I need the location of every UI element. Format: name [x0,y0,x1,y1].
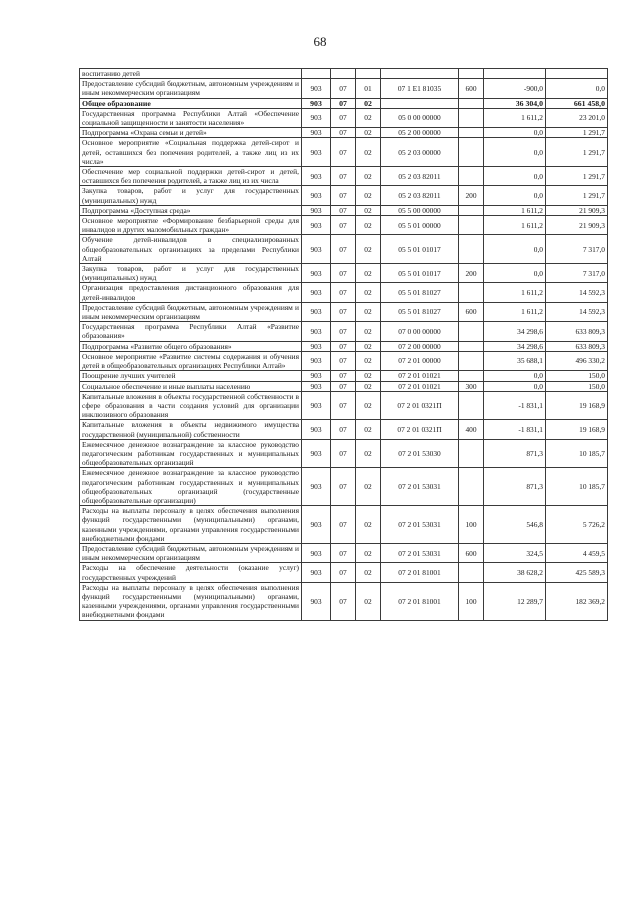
total-amount-cell: 19 168,9 [546,420,608,439]
row-name-cell: Подпрограмма «Охрана семьи и детей» [80,128,302,138]
subsection-code-cell: 02 [356,420,381,439]
total-amount-cell: 10 185,7 [546,468,608,506]
total-amount-cell: 5 726,2 [546,506,608,544]
ministry-code-cell: 903 [302,420,331,439]
table-row [80,205,608,215]
row-name-cell: Предоставление субсидий бюджетным, автономным учреждениям и иным некоммерческим организациям [80,302,302,321]
expense-type-cell [459,283,484,302]
table-row [80,341,608,351]
target-article-cell: 05 5 01 01017 [381,235,459,264]
row-name-cell: Организация предоставления дистанционного образования для детей-инвалидов [80,283,302,302]
row-name-cell: Расходы на выплаты персоналу в целях обеспечения выполнения функций государственными (муниципальными) органами, казенными учреждениями, органами управления государственными внебюджетными фондами [80,582,302,620]
target-article-cell: 07 2 01 0321П [381,391,459,420]
table-row [80,264,608,283]
subsection-code-cell: 02 [356,302,381,321]
table-body [80,69,608,621]
total-amount-cell [546,69,608,79]
total-amount-cell: 23 201,0 [546,108,608,127]
section-code-cell: 07 [331,322,356,341]
table-row [80,468,608,506]
ministry-code-cell: 903 [302,167,331,186]
total-amount-cell: 496 330,2 [546,351,608,370]
section-code-cell: 07 [331,138,356,167]
total-amount-cell: 19 168,9 [546,391,608,420]
table-row [80,543,608,562]
section-code-cell: 07 [331,506,356,544]
target-article-cell: 07 2 01 00000 [381,351,459,370]
section-code-cell: 07 [331,563,356,582]
section-code-cell: 07 [331,264,356,283]
target-article-cell: 07 2 01 01021 [381,371,459,381]
row-name-cell: Основное мероприятие «Социальная поддержка детей-сирот и детей, оставшихся без попечения родителей, а также лиц из их числа» [80,138,302,167]
total-amount-cell: 1 291,7 [546,138,608,167]
expense-type-cell [459,563,484,582]
total-amount-cell: 7 317,0 [546,235,608,264]
ministry-code-cell: 903 [302,506,331,544]
table-row [80,235,608,264]
section-code-cell: 07 [331,468,356,506]
section-code-cell: 07 [331,98,356,108]
total-amount-cell: 150,0 [546,371,608,381]
ministry-code-cell [302,69,331,79]
expense-type-cell [459,341,484,351]
target-article-cell [381,69,459,79]
table-row [80,371,608,381]
change-amount-cell: 1 611,2 [484,283,546,302]
section-code-cell: 07 [331,186,356,205]
subsection-code-cell: 02 [356,216,381,235]
change-amount-cell: 0,0 [484,264,546,283]
section-code-cell: 07 [331,79,356,98]
ministry-code-cell: 903 [302,322,331,341]
ministry-code-cell: 903 [302,186,331,205]
target-article-cell: 07 2 01 53031 [381,506,459,544]
change-amount-cell: 546,8 [484,506,546,544]
row-name-cell: Социальное обеспечение и иные выплаты населению [80,381,302,391]
ministry-code-cell: 903 [302,216,331,235]
total-amount-cell: 182 369,2 [546,582,608,620]
target-article-cell: 07 2 01 53031 [381,543,459,562]
expense-type-cell: 200 [459,264,484,283]
row-name-cell: Предоставление субсидий бюджетным, автономным учреждениям и иным некоммерческим организациям [80,79,302,98]
expense-type-cell [459,439,484,468]
total-amount-cell: 1 291,7 [546,128,608,138]
table-row [80,420,608,439]
subsection-code-cell: 02 [356,235,381,264]
target-article-cell: 05 2 03 82011 [381,167,459,186]
target-article-cell: 07 2 01 81001 [381,563,459,582]
target-article-cell [381,98,459,108]
change-amount-cell: 0,0 [484,186,546,205]
expense-type-cell [459,98,484,108]
total-amount-cell: 10 185,7 [546,439,608,468]
expense-type-cell: 600 [459,543,484,562]
target-article-cell: 05 5 00 00000 [381,205,459,215]
row-name-cell: Подпрограмма «Доступная среда» [80,205,302,215]
row-name-cell: Предоставление субсидий бюджетным, автономным учреждениям и иным некоммерческим организациям [80,543,302,562]
subsection-code-cell: 02 [356,186,381,205]
subsection-code-cell: 02 [356,563,381,582]
expense-type-cell [459,322,484,341]
change-amount-cell: 12 289,7 [484,582,546,620]
change-amount-cell: 0,0 [484,381,546,391]
row-name-cell: Поощрение лучших учителей [80,371,302,381]
table-row [80,128,608,138]
change-amount-cell: 38 628,2 [484,563,546,582]
ministry-code-cell: 903 [302,283,331,302]
table-row [80,322,608,341]
target-article-cell: 07 2 01 01021 [381,381,459,391]
section-code-cell: 07 [331,205,356,215]
row-name-cell: Основное мероприятие «Развитие системы содержания и обучения детей в общеобразовательных организациях Республики Алтай» [80,351,302,370]
change-amount-cell: 0,0 [484,138,546,167]
section-code-cell: 07 [331,302,356,321]
expense-type-cell [459,235,484,264]
total-amount-cell: 14 592,3 [546,283,608,302]
change-amount-cell: 34 298,6 [484,322,546,341]
section-code-cell: 07 [331,351,356,370]
row-name-cell: Государственная программа Республики Алтай «Обеспечение социальной защищенности и занятости населения» [80,108,302,127]
row-name-cell: Основное мероприятие «Формирование безбарьерной среды для инвалидов и других маломобильных граждан» [80,216,302,235]
row-name-cell: Ежемесячное денежное вознаграждение за классное руководство педагогическим работникам государственных и муниципальных общеобразовательных организаций [80,439,302,468]
change-amount-cell: 1 611,2 [484,216,546,235]
ministry-code-cell: 903 [302,543,331,562]
table-row [80,439,608,468]
subsection-code-cell: 02 [356,138,381,167]
total-amount-cell: 150,0 [546,381,608,391]
target-article-cell: 07 1 E1 81035 [381,79,459,98]
expense-type-cell: 600 [459,302,484,321]
target-article-cell: 07 2 00 00000 [381,341,459,351]
subsection-code-cell: 02 [356,468,381,506]
expense-type-cell: 400 [459,420,484,439]
change-amount-cell: 1 611,2 [484,205,546,215]
target-article-cell: 05 0 00 00000 [381,108,459,127]
target-article-cell: 05 5 01 81027 [381,283,459,302]
section-code-cell: 07 [331,108,356,127]
section-code-cell: 07 [331,420,356,439]
subsection-code-cell: 02 [356,439,381,468]
ministry-code-cell: 903 [302,128,331,138]
change-amount-cell: 0,0 [484,167,546,186]
change-amount-cell: 0,0 [484,128,546,138]
total-amount-cell: 14 592,3 [546,302,608,321]
expense-type-cell [459,205,484,215]
target-article-cell: 05 5 01 01017 [381,264,459,283]
change-amount-cell: -900,0 [484,79,546,98]
expense-type-cell: 100 [459,582,484,620]
subsection-code-cell: 02 [356,391,381,420]
budget-table [79,68,608,621]
target-article-cell: 05 5 01 81027 [381,302,459,321]
section-code-cell: 07 [331,341,356,351]
subsection-code-cell [356,69,381,79]
section-code-cell: 07 [331,283,356,302]
ministry-code-cell: 903 [302,439,331,468]
target-article-cell: 05 2 00 00000 [381,128,459,138]
ministry-code-cell: 903 [302,79,331,98]
total-amount-cell: 21 909,3 [546,205,608,215]
table-row [80,506,608,544]
row-name-cell: Капитальные вложения в объекты государственной собственности в сфере образования в части создания условий для организации инклюзивного образования [80,391,302,420]
change-amount-cell: 871,3 [484,468,546,506]
table-row [80,391,608,420]
total-amount-cell: 425 589,3 [546,563,608,582]
total-amount-cell: 21 909,3 [546,216,608,235]
expense-type-cell [459,128,484,138]
total-amount-cell: 633 809,3 [546,322,608,341]
expense-type-cell [459,167,484,186]
ministry-code-cell: 903 [302,98,331,108]
section-code-cell: 07 [331,543,356,562]
subsection-code-cell: 02 [356,506,381,544]
subsection-code-cell: 02 [356,108,381,127]
section-code-cell: 07 [331,128,356,138]
row-name-cell: Обучение детей-инвалидов в специализированных общеобразовательных организациях за пределами Республики Алтай [80,235,302,264]
table-row [80,563,608,582]
expense-type-cell [459,468,484,506]
change-amount-cell: 1 611,2 [484,108,546,127]
change-amount-cell: 324,5 [484,543,546,562]
row-name-cell: Обеспечение мер социальной поддержки детей-сирот и детей, оставшихся без попечения родителей, а также лиц из их числа [80,167,302,186]
ministry-code-cell: 903 [302,582,331,620]
subsection-code-cell: 02 [356,128,381,138]
section-code-cell: 07 [331,235,356,264]
table-row [80,283,608,302]
ministry-code-cell: 903 [302,264,331,283]
subsection-code-cell: 02 [356,371,381,381]
section-code-cell: 07 [331,167,356,186]
page-number: 68 [313,34,327,49]
ministry-code-cell: 903 [302,235,331,264]
target-article-cell: 05 2 03 00000 [381,138,459,167]
subsection-code-cell: 02 [356,264,381,283]
table-row [80,381,608,391]
subsection-code-cell: 02 [356,582,381,620]
row-name-cell: Капитальные вложения в объекты недвижимого имущества государственной (муниципальной) собственности [80,420,302,439]
ministry-code-cell: 903 [302,381,331,391]
ministry-code-cell: 903 [302,205,331,215]
target-article-cell: 07 2 01 0321П [381,420,459,439]
expense-type-cell [459,69,484,79]
row-name-cell: Расходы на обеспечение деятельности (оказание услуг) государственных учреждений [80,563,302,582]
expense-type-cell: 100 [459,506,484,544]
target-article-cell: 07 2 01 53031 [381,468,459,506]
total-amount-cell: 4 459,5 [546,543,608,562]
row-name-cell: воспитанию детей [80,69,302,79]
total-amount-cell: 7 317,0 [546,264,608,283]
change-amount-cell [484,69,546,79]
row-name-cell: Закупка товаров, работ и услуг для государственных (муниципальных) нужд [80,264,302,283]
table-row [80,108,608,127]
target-article-cell: 07 2 01 81001 [381,582,459,620]
ministry-code-cell: 903 [302,108,331,127]
total-amount-cell: 1 291,7 [546,167,608,186]
change-amount-cell: 871,3 [484,439,546,468]
ministry-code-cell: 903 [302,371,331,381]
subsection-code-cell: 01 [356,79,381,98]
section-code-cell [331,69,356,79]
ministry-code-cell: 903 [302,563,331,582]
total-amount-cell: 0,0 [546,79,608,98]
subsection-code-cell: 02 [356,351,381,370]
row-name-cell: Ежемесячное денежное вознаграждение за классное руководство педагогическим работникам государственных и муниципальных общеобразовательных организаций (государственные общеобразовательные организации) [80,468,302,506]
row-name-cell: Государственная программа Республики Алтай «Развитие образования» [80,322,302,341]
ministry-code-cell: 903 [302,302,331,321]
target-article-cell: 05 2 03 82011 [381,186,459,205]
section-code-cell: 07 [331,582,356,620]
table-row [80,79,608,98]
table-row [80,186,608,205]
row-name-cell: Общее образование [80,98,302,108]
subsection-code-cell: 02 [356,167,381,186]
target-article-cell: 05 5 01 00000 [381,216,459,235]
expense-type-cell [459,371,484,381]
ministry-code-cell: 903 [302,391,331,420]
row-name-cell: Подпрограмма «Развитие общего образования» [80,341,302,351]
expense-type-cell [459,138,484,167]
ministry-code-cell: 903 [302,468,331,506]
expense-type-cell [459,216,484,235]
section-code-cell: 07 [331,439,356,468]
expense-type-cell: 200 [459,186,484,205]
section-code-cell: 07 [331,391,356,420]
change-amount-cell: 1 611,2 [484,302,546,321]
total-amount-cell: 1 291,7 [546,186,608,205]
table-row [80,582,608,620]
table-row [80,351,608,370]
ministry-code-cell: 903 [302,138,331,167]
subsection-code-cell: 02 [356,322,381,341]
target-article-cell: 07 2 01 53030 [381,439,459,468]
expense-type-cell [459,108,484,127]
table-row [80,69,608,79]
section-code-cell: 07 [331,216,356,235]
row-name-cell: Закупка товаров, работ и услуг для государственных (муниципальных) нужд [80,186,302,205]
table-row [80,98,608,108]
table-row [80,138,608,167]
total-amount-cell: 633 809,3 [546,341,608,351]
subsection-code-cell: 02 [356,543,381,562]
change-amount-cell: -1 831,1 [484,420,546,439]
expense-type-cell [459,391,484,420]
ministry-code-cell: 903 [302,351,331,370]
change-amount-cell: 34 298,6 [484,341,546,351]
section-code-cell: 07 [331,371,356,381]
expense-type-cell: 300 [459,381,484,391]
total-amount-cell: 661 458,0 [546,98,608,108]
subsection-code-cell: 02 [356,205,381,215]
subsection-code-cell: 02 [356,381,381,391]
row-name-cell: Расходы на выплаты персоналу в целях обеспечения выполнения функций государственными (муниципальными) органами, казенными учреждениями, органами управления государственными внебюджетными фондами [80,506,302,544]
change-amount-cell: 35 688,1 [484,351,546,370]
expense-type-cell [459,351,484,370]
target-article-cell: 07 0 00 00000 [381,322,459,341]
table-row [80,302,608,321]
subsection-code-cell: 02 [356,283,381,302]
change-amount-cell: 36 304,0 [484,98,546,108]
ministry-code-cell: 903 [302,341,331,351]
section-code-cell: 07 [331,381,356,391]
table-row [80,216,608,235]
subsection-code-cell: 02 [356,98,381,108]
change-amount-cell: 0,0 [484,371,546,381]
change-amount-cell: 0,0 [484,235,546,264]
expense-type-cell: 600 [459,79,484,98]
subsection-code-cell: 02 [356,341,381,351]
table-row [80,167,608,186]
change-amount-cell: -1 831,1 [484,391,546,420]
